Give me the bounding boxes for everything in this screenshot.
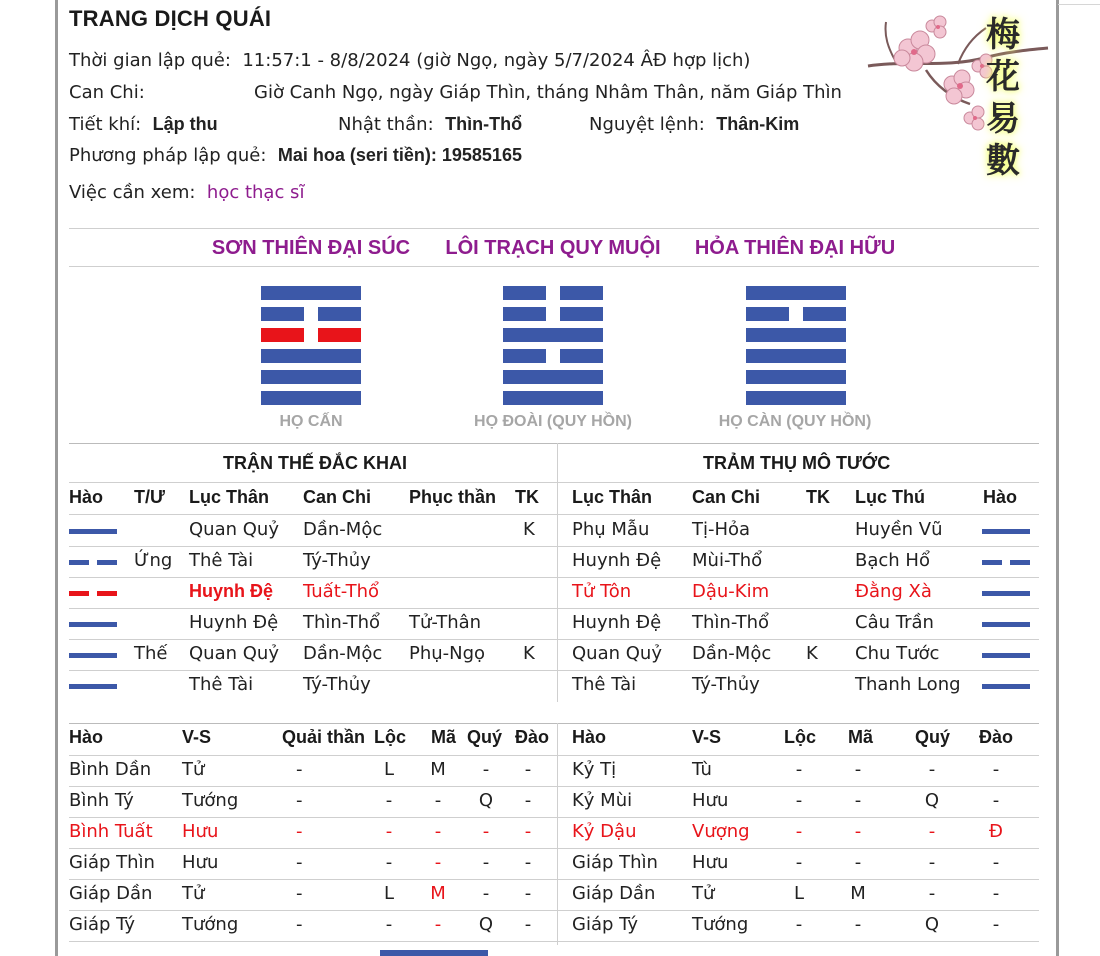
table-cell: Đằng Xà: [855, 581, 932, 602]
table-cell: Kỷ Dậu: [572, 821, 637, 842]
table2-vertical-divider: [557, 723, 558, 945]
table1-header-rule: [69, 514, 1039, 515]
column-header: Can Chi: [692, 487, 761, 507]
hexagram-line: [503, 328, 603, 342]
yin-bar-right: [318, 328, 361, 342]
mark-bar: [982, 653, 1030, 658]
hexagram-family-main: HỌ CẤN: [279, 413, 343, 430]
hexagram-line: [746, 307, 846, 321]
section-title-left: TRẬN THẾ ĐẮC KHAI: [223, 453, 407, 473]
row-rule: [69, 848, 557, 849]
table-cell: Tướng: [182, 914, 239, 935]
column-header: Quý: [467, 727, 503, 747]
table-cell: Giáp Thìn: [572, 852, 658, 873]
hexagram-line: [746, 391, 846, 405]
yang-bar: [746, 328, 846, 342]
yin-bar-right: [318, 307, 361, 321]
yang-bar: [261, 286, 361, 300]
table-cell: Thê Tài: [572, 674, 637, 695]
phuong-phap-label: Phương pháp lập quẻ:: [69, 145, 267, 166]
table-cell: -: [296, 821, 303, 842]
table-cell: -: [795, 852, 803, 873]
table-cell: -: [524, 883, 532, 904]
calligraphy-char-1: 梅: [986, 15, 1020, 55]
table-cell: -: [296, 914, 303, 935]
table-cell: -: [482, 883, 490, 904]
table-cell: L: [793, 883, 805, 904]
yang-line-mark: [69, 529, 117, 534]
table-cell: Chu Tước: [855, 643, 940, 664]
table-cell: -: [434, 914, 442, 935]
table-cell: -: [795, 759, 803, 780]
row-rule: [69, 817, 557, 818]
yang-bar: [503, 328, 603, 342]
yin-bar-right: [560, 349, 603, 363]
column-header: T/Ư: [134, 487, 165, 507]
table-cell: K: [806, 643, 818, 664]
yang-line-mark: [982, 591, 1030, 596]
table-cell: L: [383, 883, 395, 904]
table-cell: Tý-Thủy: [303, 550, 371, 571]
table-cell: Dậu-Kim: [692, 581, 770, 602]
table-cell: K: [523, 519, 535, 540]
table-cell: -: [385, 914, 393, 935]
table-cell: -: [854, 852, 862, 873]
table-cell: -: [296, 790, 303, 811]
yang-line-mark: [69, 653, 117, 658]
yang-line-mark: [69, 684, 117, 689]
table-cell: -: [482, 759, 490, 780]
table-cell: Tử Tôn: [572, 581, 632, 602]
table-cell: Phụ Mẫu: [572, 519, 650, 540]
table-cell: Ứng: [134, 550, 173, 571]
column-header: Hào: [69, 727, 104, 747]
hexagram-family-changed: HỌ CÀN (QUY HỒN): [718, 413, 872, 430]
column-header: Mã: [848, 727, 874, 747]
yang-line-mark: [982, 622, 1030, 627]
table-cell: Kỷ Mùi: [572, 790, 633, 811]
yin-bar-right: [560, 286, 603, 300]
yin-bar-right: [560, 307, 603, 321]
calligraphy-char-4: 數: [986, 141, 1020, 181]
mark-bar-right: [97, 591, 117, 596]
nhat-than-value: Thìn-Thổ: [445, 114, 523, 134]
frame-top-border: [1058, 4, 1100, 5]
yang-bar: [746, 349, 846, 363]
row-rule: [557, 670, 1039, 671]
hexagram-line: [746, 370, 846, 384]
calligraphy-char-3: 易: [986, 99, 1020, 139]
hexagram-line: [503, 286, 603, 300]
table-cell: -: [992, 759, 1000, 780]
table-cell: -: [795, 821, 803, 842]
table-cell: Giáp Dần: [69, 883, 153, 904]
yin-bar-left: [503, 349, 546, 363]
table-cell: -: [854, 821, 862, 842]
row-rule: [557, 910, 1039, 911]
table-cell: M: [430, 759, 446, 780]
info-viec-can-xem: [69, 182, 304, 204]
table-cell: Phụ-Ngọ: [409, 643, 486, 664]
column-header: Đào: [979, 727, 1014, 747]
table-cell: Dần-Mộc: [303, 519, 383, 540]
table-cell: -: [854, 759, 862, 780]
table-cell: M: [850, 883, 866, 904]
table-cell: Đ: [989, 821, 1003, 842]
hexagram-line: [261, 370, 361, 384]
frame-right-border: [1056, 0, 1059, 956]
table-cell: -: [795, 790, 803, 811]
table-cell: Q: [924, 790, 940, 811]
table-cell: M: [430, 883, 446, 904]
mark-bar-left: [69, 591, 89, 596]
info-nhat-than: [338, 113, 522, 136]
hexagram-name-mutual: LÔI TRẠCH QUY MUỘI: [445, 237, 661, 259]
table-cell: Quan Quỷ: [189, 519, 279, 540]
mark-bar: [69, 622, 117, 627]
column-header: Lộc: [784, 727, 817, 747]
row-rule: [69, 910, 557, 911]
table-cell: Giáp Dần: [572, 883, 656, 904]
mark-bar: [69, 684, 117, 689]
yang-line-mark: [982, 684, 1030, 689]
row-rule: [557, 546, 1039, 547]
yin-bar-right: [803, 307, 846, 321]
table-cell: -: [524, 759, 532, 780]
table-cell: -: [434, 821, 442, 842]
mark-bar: [69, 529, 117, 534]
table-cell: Tử: [182, 759, 205, 780]
tiet-khi-value: Lập thu: [152, 114, 218, 134]
table-cell: -: [854, 790, 862, 811]
yang-bar: [746, 391, 846, 405]
mark-bar: [982, 529, 1030, 534]
row-rule: [69, 577, 557, 578]
column-header: Phục thần: [409, 487, 497, 507]
bottom-scroll-tab[interactable]: [380, 950, 488, 956]
row-rule: [557, 639, 1039, 640]
table-cell: Hưu: [182, 821, 219, 842]
mark-bar-left: [69, 560, 89, 565]
table1-top-rule: [69, 443, 1039, 444]
hexagram-name-main: SƠN THIÊN ĐẠI SÚC: [211, 237, 411, 259]
mark-bar-left: [982, 560, 1002, 565]
table-cell: Tù: [692, 759, 712, 780]
row-rule: [557, 879, 1039, 880]
mark-bar-right: [97, 560, 117, 565]
table-cell: Tý-Thủy: [303, 674, 371, 695]
row-rule: [557, 577, 1039, 578]
page-title: TRANG DỊCH QUÁI: [69, 6, 272, 31]
table-cell: Giáp Tý: [572, 914, 638, 935]
yang-bar: [503, 370, 603, 384]
column-header: Lục Thân: [189, 487, 269, 507]
mark-bar: [69, 653, 117, 658]
table-cell: -: [992, 852, 1000, 873]
table-cell: Tuất-Thổ: [303, 581, 380, 602]
table-cell: Dần-Mộc: [303, 643, 383, 664]
yang-bar: [503, 391, 603, 405]
calligraphy-char-2: 花: [986, 57, 1020, 97]
table-cell: Thê Tài: [189, 550, 254, 571]
thoi-gian-label: Thời gian lập quẻ:: [69, 50, 231, 71]
mark-bar: [982, 622, 1030, 627]
table-cell: Tướng: [182, 790, 239, 811]
divider-hexagram-names: [69, 266, 1039, 267]
table-cell: Giáp Thìn: [69, 852, 155, 873]
table-cell: -: [385, 790, 393, 811]
table-cell: Bình Tuất: [69, 821, 153, 842]
table-cell: Q: [478, 914, 494, 935]
hexagram-line: [261, 391, 361, 405]
hexagram-line: [261, 328, 361, 342]
tiet-khi-label: Tiết khí:: [69, 114, 142, 135]
table-cell: L: [383, 759, 395, 780]
column-header: Lục Thú: [855, 487, 925, 507]
table-cell: Mùi-Thổ: [692, 550, 763, 571]
yang-bar: [746, 286, 846, 300]
table-cell: Tị-Hỏa: [692, 519, 751, 540]
table-cell: Tướng: [692, 914, 749, 935]
yang-bar: [261, 349, 361, 363]
info-can-chi: [69, 82, 145, 104]
yin-line-mark: [69, 560, 117, 565]
nguyet-lenh-value: Thân-Kim: [716, 114, 800, 134]
row-rule: [557, 848, 1039, 849]
table-cell: Câu Trần: [855, 612, 934, 633]
row-rule: [69, 786, 557, 787]
row-rule: [557, 608, 1039, 609]
table-cell: Giáp Tý: [69, 914, 135, 935]
column-header: Hào: [572, 727, 607, 747]
hexagram-line: [503, 307, 603, 321]
column-header: TK: [806, 487, 830, 507]
yin-bar-left: [261, 307, 304, 321]
table-cell: -: [992, 883, 1000, 904]
viec-label: Việc cần xem:: [69, 182, 196, 203]
thoi-gian-value: 11:57:1 - 8/8/2024 (giờ Ngọ, ngày 5/7/2024 ÂĐ hợp lịch): [242, 50, 751, 71]
table-cell: -: [434, 790, 442, 811]
table-cell: Hưu: [692, 790, 729, 811]
table-cell: -: [385, 852, 393, 873]
row-rule: [69, 639, 557, 640]
table-cell: Tử: [182, 883, 205, 904]
table-cell: -: [434, 852, 442, 873]
info-thoi-gian: [69, 50, 750, 72]
column-header: Hào: [983, 487, 1018, 507]
yang-line-mark: [982, 529, 1030, 534]
yang-line-mark: [69, 622, 117, 627]
table-cell: -: [992, 914, 1000, 935]
table-cell: K: [523, 643, 535, 664]
table-cell: Hưu: [182, 852, 219, 873]
page: [58, 0, 1056, 956]
table-cell: Bạch Hổ: [855, 550, 930, 571]
nguyet-lenh-label: Nguyệt lệnh:: [589, 114, 705, 135]
table-cell: -: [296, 852, 303, 873]
table-cell: Dần-Mộc: [692, 643, 772, 664]
table-cell: Huynh Đệ: [572, 612, 662, 633]
yin-line-mark: [982, 560, 1030, 565]
table-cell: -: [992, 790, 1000, 811]
table-cell: -: [928, 852, 936, 873]
row-rule: [69, 546, 557, 547]
row-rule: [69, 879, 557, 880]
column-header: V-S: [692, 727, 722, 747]
can-chi-value: Giờ Canh Ngọ, ngày Giáp Thìn, tháng Nhâm Thân, năm Giáp Thìn: [254, 82, 842, 103]
table-cell: -: [385, 821, 393, 842]
table-cell: -: [524, 914, 532, 935]
table-cell: Bình Tý: [69, 790, 134, 811]
yin-bar-left: [503, 286, 546, 300]
table-cell: -: [928, 759, 936, 780]
table-cell: Hưu: [692, 852, 729, 873]
yang-line-mark: [982, 653, 1030, 658]
column-header: Mã: [431, 727, 457, 747]
row-rule: [69, 608, 557, 609]
hexagram-name-changed: HỎA THIÊN ĐẠI HỮU: [694, 237, 896, 259]
row-rule: [557, 817, 1039, 818]
table-cell: Q: [478, 790, 494, 811]
table1-title-rule: [69, 482, 1039, 483]
table-cell: Thìn-Thổ: [303, 612, 381, 633]
info-tiet-khi: [69, 113, 218, 136]
column-header: Lộc: [374, 727, 407, 747]
table-cell: Thê Tài: [189, 674, 254, 695]
table-cell: Tý-Thủy: [692, 674, 760, 695]
nhat-than-label: Nhật thần:: [338, 114, 434, 135]
column-header: Lục Thân: [572, 487, 652, 507]
table-cell: -: [524, 852, 532, 873]
yang-bar: [746, 370, 846, 384]
table-cell: Huyền Vũ: [855, 519, 943, 540]
hexagram-line: [746, 349, 846, 363]
table-cell: -: [928, 883, 936, 904]
table-cell: Thìn-Thổ: [692, 612, 770, 633]
viec-value: học thạc sĩ: [206, 182, 305, 203]
table-cell: -: [296, 883, 303, 904]
hexagram-line: [746, 328, 846, 342]
column-header: Hào: [69, 487, 104, 507]
row-rule: [69, 670, 557, 671]
column-header: TK: [515, 487, 539, 507]
can-chi-label: Can Chi:: [69, 82, 145, 103]
table-cell: Bình Dần: [69, 759, 152, 780]
yin-bar-left: [261, 328, 304, 342]
info-nguyet-lenh: [589, 113, 799, 136]
hexagram-line: [503, 349, 603, 363]
table2-header-rule: [69, 755, 1039, 756]
row-rule: [557, 786, 1039, 787]
hexagram-family-mutual: HỌ ĐOÀI (QUY HỒN): [474, 413, 632, 430]
table-cell: Thế: [134, 643, 168, 664]
hexagram-line: [746, 286, 846, 300]
column-header: Can Chi: [303, 487, 372, 507]
column-header: Quải thần: [282, 727, 366, 747]
table-cell: -: [296, 759, 303, 780]
mark-bar: [982, 591, 1030, 596]
hexagram-line: [503, 391, 603, 405]
table-cell: -: [524, 790, 532, 811]
table-cell: Huynh Đệ: [189, 612, 279, 633]
table-cell: Huynh Đệ: [189, 581, 274, 601]
table-cell: -: [928, 821, 936, 842]
hexagram-line: [261, 286, 361, 300]
row-rule: [69, 941, 557, 942]
table-cell: Vượng: [692, 821, 750, 842]
table-cell: Tử-Thân: [409, 612, 482, 633]
table-cell: Thanh Long: [855, 674, 961, 695]
yin-line-mark: [69, 591, 117, 596]
divider-hexagrams-top: [69, 228, 1039, 229]
table-cell: Quan Quỷ: [189, 643, 279, 664]
yang-bar: [261, 370, 361, 384]
calligraphy-text: [978, 14, 1028, 182]
table-cell: -: [482, 852, 490, 873]
table-cell: Tử: [692, 883, 715, 904]
mark-bar: [982, 684, 1030, 689]
section-title-right: TRẢM THỤ MÔ TƯỚC: [703, 453, 891, 473]
column-header: Quý: [915, 727, 951, 747]
yang-bar: [261, 391, 361, 405]
table-cell: Q: [924, 914, 940, 935]
row-rule: [557, 941, 1039, 942]
table2-top-rule: [69, 723, 1039, 724]
hexagram-line: [261, 307, 361, 321]
table-cell: Kỷ Tị: [572, 759, 617, 780]
hexagram-line: [261, 349, 361, 363]
column-header: V-S: [182, 727, 212, 747]
table-cell: -: [854, 914, 862, 935]
table-cell: -: [524, 821, 532, 842]
hexagram-line: [503, 370, 603, 384]
table-cell: Huynh Đệ: [572, 550, 662, 571]
info-phuong-phap: [69, 144, 522, 167]
table-cell: -: [795, 914, 803, 935]
table-cell: -: [482, 821, 490, 842]
yin-bar-left: [503, 307, 546, 321]
phuong-phap-value: Mai hoa (seri tiền): 19585165: [277, 145, 522, 165]
column-header: Đào: [515, 727, 550, 747]
table-cell: Quan Quỷ: [572, 643, 662, 664]
yin-bar-left: [746, 307, 789, 321]
mark-bar-right: [1010, 560, 1030, 565]
